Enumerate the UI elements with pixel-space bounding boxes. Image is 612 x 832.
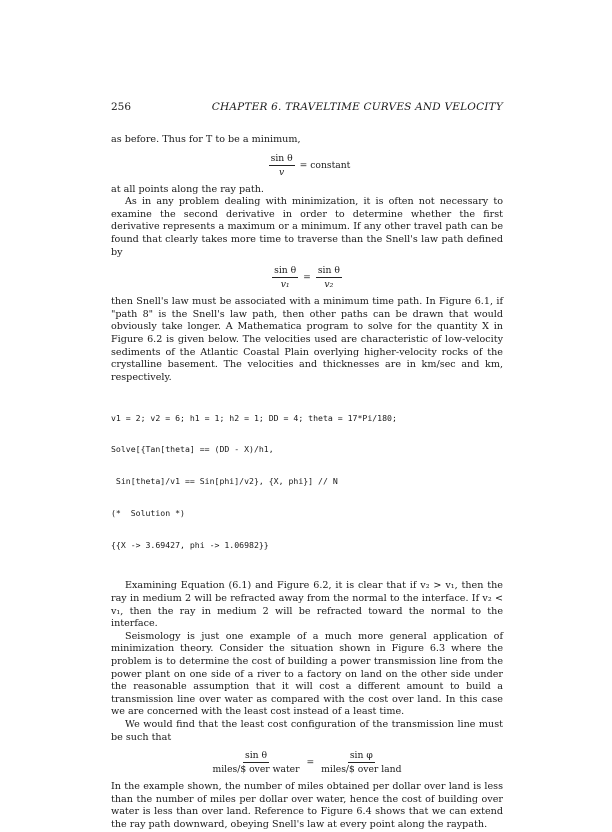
code-line: Solve[{Tan[theta] == (DD - X)/h1, xyxy=(111,444,274,455)
code-block xyxy=(111,391,503,571)
code-line: v1 = 2; v2 = 6; h1 = 1; h2 = 1; DD = 4; theta = 17*Pi/180; xyxy=(111,412,397,423)
fraction-left xyxy=(272,265,298,290)
code-line: Sin[theta]/v1 == Sin[phi]/v2}, {X, phi}] // N xyxy=(111,476,338,487)
fraction-right xyxy=(319,750,403,775)
paragraph-5: Examining Equation (6.1) and Figure 6.2, it is clear that if v₂ > v₁, then the ray in medium 2 will be refracted away from the normal to the interface. If v₂ < v₁, then the ray in medium 2 will be refracted toward the normal to the interface. xyxy=(111,580,503,630)
denominator: miles/$ over water xyxy=(212,764,300,776)
paragraph-8: In the example shown, the number of miles obtained per dollar over land is less than the number of miles per dollar over water, hence the cost of building over water is less than over land. Reference to Figure 6.4 shows that we can extend the ray path downward, obeying Snell's law at every point along the raypath. xyxy=(111,781,503,830)
code-line: {{X -> 3.69427, phi -> 1.06982}} xyxy=(111,539,269,550)
denominator: v₁ xyxy=(280,279,290,291)
paragraph-2: at all points along the ray path. xyxy=(111,183,264,195)
paragraph-4: then Snell's law must be associated with a minimum time path. In Figure 6.1, if "path 8" is the Snell's law path, then other paths can be drawn that would obviously take longer. A Mathematica program to solve for the quantity X in Figure 6.2 is given below. The velocities used are characteristic of low-velocity sediments of the Atlantic Coastal Plain overlying higher-velocity rocks of the crystalline basement. The velocities and thicknesses are in km/sec and km, respectively. xyxy=(111,296,503,383)
paragraph-1: as before. Thus for T to be a minimum, xyxy=(111,134,301,145)
equation-least-cost xyxy=(111,750,503,775)
denominator: v xyxy=(279,166,285,178)
numerator: sin θ xyxy=(270,152,293,164)
equation-rhs: = constant xyxy=(299,159,351,171)
paragraph-3: As in any problem dealing with minimization, it is often not necessary to examine the second derivative in order to determine whether the first derivative represents a maximum or a minimum. If any other travel path can be found that clearly takes more time to traverse than the Snell's law path defined by xyxy=(111,196,503,258)
fraction-right xyxy=(316,265,342,290)
numerator: sin θ xyxy=(274,265,297,277)
equation-constant xyxy=(121,153,503,178)
numerator: sin φ xyxy=(349,750,373,762)
numerator: sin θ xyxy=(317,265,340,277)
paragraph-6: Seismology is just one example of a much more general application of minimization theory. Consider the situation shown in Figure 6.3 where the problem is to determine the cost of building a power transmission line from the power plant on one side of a river to a factory on land on the other side under the reasonable assumption that it will cost a different amount to build a transmission line over water as compared with the cost over land. In this case we are concerned with the least cost instead of a least time. xyxy=(111,630,503,718)
fraction-left xyxy=(211,750,302,775)
paragraph-7: We would find that the least cost configuration of the transmission line must be such that xyxy=(111,718,503,743)
equation-snell xyxy=(111,265,503,290)
page-body xyxy=(111,101,503,832)
page-number: 256 xyxy=(111,101,132,113)
code-line: (* Solution *) xyxy=(111,507,185,518)
chapter-title: CHAPTER 6. TRAVELTIME CURVES AND VELOCITY xyxy=(211,101,503,113)
denominator: miles/$ over land xyxy=(321,764,402,776)
fraction xyxy=(269,153,295,178)
denominator: v₂ xyxy=(324,279,334,291)
running-header xyxy=(111,101,503,113)
numerator: sin θ xyxy=(244,750,268,762)
equals-sign: = xyxy=(303,272,311,284)
equals-sign: = xyxy=(306,757,315,769)
